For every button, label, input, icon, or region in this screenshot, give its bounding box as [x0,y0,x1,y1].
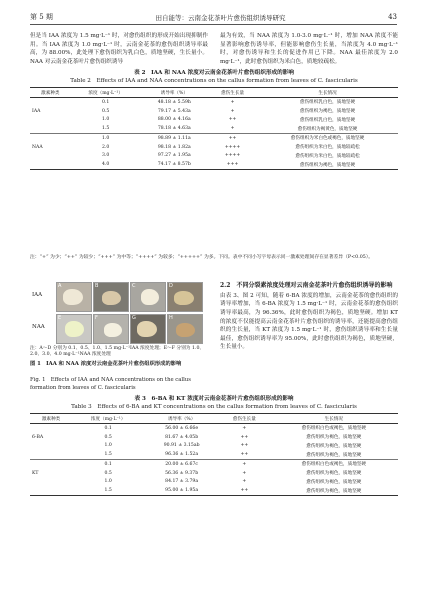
table-header-row [30,88,398,98]
fig1-row-label-naa: NAA [32,324,45,330]
panel-letter: E [58,315,62,321]
table-cell: 愈伤组织为褐色，质地坚硬 [306,435,362,441]
table-cell: 1.5 [72,486,144,495]
column-header: 激素种类 [30,414,72,424]
panel-letter: C [132,283,136,289]
table-cell: 愈伤组织为褐色，质地坚硬 [306,479,362,485]
table-cell: 愈伤组织为米白色，质地较疏松 [295,153,360,159]
panel-letter: B [95,283,99,289]
table-cell: + [230,99,235,105]
hormone-type-cell: KT [32,470,39,476]
table-cell: 0.1 [101,99,110,105]
column-header: 生长情况 [257,88,398,98]
table-cell: 愈伤组织为褐色，质地坚硬 [299,109,356,115]
callus-photo-d [167,282,203,312]
table-cell: + [219,460,270,469]
table-cell: 愈伤组织乳白色，质地坚硬 [299,117,356,123]
table-cell: 88.00 ± 4.16a [157,117,191,123]
table-cell: 95.00 ± 1.95a [144,486,219,495]
callus-tissue [104,323,122,337]
callus-photo-f [93,314,129,344]
table-cell: 1.0 [104,479,112,485]
table3 [30,413,398,496]
table-cell: 90.91 ± 3.15ab [163,443,200,449]
table-cell: 愈伤组织为褐色，质地坚硬 [257,160,398,169]
table-cell: 96.36 ± 1.52a [165,452,199,458]
hormone-type-cell: NAA [32,144,43,150]
column-header: 诱导率（%） [144,414,219,424]
table-cell: 81.67 ± 4.05b [165,434,199,440]
table-row [30,124,398,133]
table-cell: + [242,470,247,476]
table-cell: 4.0 [71,160,141,169]
fig1-row-label-iaa: IAA [32,292,43,298]
table-row [30,160,398,169]
table-cell: 愈伤组织乳白色，质地坚硬 [299,100,356,106]
table-row [30,424,398,433]
table-cell: 20.00 ± 6.67c [144,460,219,469]
panel-letter: H [169,315,173,321]
empty-cell [30,160,71,169]
issue-number: 第 5 期 [30,13,53,21]
table-row [30,433,398,442]
table-cell: 1.5 [101,126,110,132]
table-row [30,450,398,459]
hormone-type-cell: 6-BA [32,434,44,440]
right-column-intro [220,32,398,66]
table-cell: + [242,425,247,431]
left-column-intro [30,32,208,66]
empty-cell [30,424,72,433]
table-cell: ++ [228,117,237,123]
table-cell: 97.27 ± 1.95a [157,153,191,159]
section-2-2-body: 由表 3、图 2 可知，随着 6-BA 浓度的增加，云南金花茶的愈伤组织的诱导率增加，当 6-BA 浓度为 1.5 mg·L⁻¹ 时，云南金花茶的愈伤组织诱导率最高，为 96.36%，此时愈伤组织为褐色，质地坚硬。增加 KT 的浓度不仅能提高云南金花茶叶片愈伤组织的诱导率，还能提高愈伤组织的生长量，当 KT 浓度为 1.5 mg·L⁻¹ 时，愈伤组织诱导率和生长量最佳，愈伤组织诱导率为 95.00%，此时愈伤组织为褐色，质地坚硬，生长量小。 [220,292,398,351]
table2-title-en: Table 2 Effects of IAA and NAA concentrations on the callus formation from leaves of C. fascicularis [70,77,358,84]
page-number: 43 [388,13,397,21]
table-cell: + [230,126,235,132]
table-cell: 愈伤组织为褐色，质地坚硬 [306,443,362,449]
callus-photo-b [93,282,129,312]
table-cell: ++ [240,443,249,449]
table-row [30,469,398,478]
column-header: 激素种类 [30,88,71,98]
table-header-row [30,414,398,424]
callus-tissue [174,291,194,305]
table-cell: 3.0 [101,153,110,159]
table-cell: 愈伤组织为褐色，质地坚硬 [270,486,398,495]
callus-tissue [137,321,157,337]
empty-cell [30,98,71,107]
table-cell: 愈伤组织为褐色，质地坚硬 [306,471,362,477]
table-row [30,460,398,469]
table-row [30,134,398,143]
empty-cell [30,442,72,451]
table-row [30,98,398,107]
table-cell: 79.17 ± 5.43a [157,108,191,114]
table-cell: ++ [240,434,249,440]
table-row [30,116,398,125]
table-cell: 愈伤组织为米白色，质地较疏松 [295,145,360,151]
table-cell: ++++ [224,144,241,150]
table-cell: 1.0 [101,117,110,123]
table-cell: ++ [240,452,249,458]
table-cell: 1.5 [104,452,112,458]
table-cell: 0.1 [72,460,144,469]
column-header: 生长情况 [270,414,398,424]
table-cell: +++ [208,160,257,169]
running-title: 田自能等：云南金花茶叶片愈伤组织诱导研究 [155,13,286,22]
table-row [30,486,398,495]
table-row [30,152,398,161]
callus-tissue [102,291,121,305]
table2 [30,87,398,170]
panel-letter: G [132,315,136,321]
table3-title-cn: 表 3 6-BA 和 KT 浓度对云南金花茶叶片愈伤组织形成的影响 [134,396,294,402]
table-cell: ++ [208,134,257,143]
callus-tissue [63,289,83,305]
table-cell: ++ [219,486,270,495]
fig1-caption-cn: 图 1 IAA 和 NAA 浓度对云南金花茶叶片愈伤组织形成的影响 [30,361,182,367]
table-row [30,143,398,152]
section-2-2-title: 2.2 不同分裂素浓度处理对云南金花茶叶片愈伤组织诱导的影响 [220,282,393,289]
column-header: 愈伤生长量 [208,88,257,98]
table-cell: 愈伤组织为米白色或褐色，质地坚硬 [257,134,398,143]
table-cell: 愈伤组织白色或褐色，质地坚硬 [270,460,398,469]
panel-letter: F [95,315,98,321]
fig1-caption-en: Fig. 1 Effects of IAA and NAA concentrations on the callus formation from leaves of C. fascicularis [30,377,191,391]
table-row [30,107,398,116]
empty-cell [30,486,72,495]
column-header: 浓度（mg·L⁻¹） [71,88,141,98]
fig1-note: 注：A～D 分别为 0.1、0.5、1.0、1.5 mg·L⁻¹IAA 浓度处理；E～F 分别为 1.0、2.0、3.0、4.0 mg·L⁻¹NAA 浓度处理 [30,346,205,358]
table2-title-cn: 表 2 IAA 和 NAA 浓度对云南金花茶叶片愈伤组织形成的影响 [134,70,294,76]
callus-tissue [141,289,159,305]
table-cell: 1.0 [71,134,141,143]
left-paragraph: 但是当 IAA 浓度为 1.5 mg·L⁻¹ 时，对愈伤组织的形成开始出现抑制作用。当 IAA 浓度为 1.0 mg·L⁻¹ 时，云南金花茶的愈伤组织诱导率最高，为 88.00%，此处理下愈伤组织为乳白色，质地坚硬，生长量小。NAA 对云南金花茶叶片愈伤组织诱导 [30,33,208,65]
table-cell: 0.5 [101,108,110,114]
callus-photo-h [167,314,203,344]
callus-photo-a [56,282,92,312]
table-cell: 56.00 ± 6.66e [165,425,199,431]
panel-letter: D [169,283,173,289]
callus-tissue [176,323,195,337]
callus-photo-g [130,314,166,344]
empty-cell [30,152,71,161]
column-header: 浓度（mg·L⁻¹） [72,414,144,424]
column-header: 愈伤生长量 [219,414,270,424]
table-row [30,442,398,451]
empty-cell [30,450,72,459]
table-cell: 84.17 ± 3.79a [165,479,199,485]
table-cell: 0.1 [104,425,112,431]
empty-cell [30,460,72,469]
table-cell: 1.0 [104,443,112,449]
table-cell: 愈伤组织白色或褐色，质地坚硬 [301,426,366,432]
table-cell: 愈伤组织为褐色，质地坚硬 [306,452,362,458]
table-cell: 78.18 ± 4.63a [157,126,191,132]
callus-photo-c [130,282,166,312]
table-cell: 98.89 ± 1.11a [141,134,208,143]
column-header: 诱导率（%） [141,88,208,98]
table-cell: 48.18 ± 5.59h [157,99,191,105]
empty-cell [30,478,72,487]
callus-tissue [65,321,84,337]
table-cell: 0.5 [104,434,112,440]
table-cell: 74.17 ± 8.57b [141,160,208,169]
running-header [30,10,397,25]
table-cell: 2.0 [101,144,110,150]
table-cell: + [230,108,235,114]
table-cell: 愈伤组织为褐黄色，质地坚硬 [297,126,358,132]
table3-title-en: Table 3 Effects of 6-BA and KT concentrations on the callus formation from leaves of C. fascicularis [71,403,357,410]
empty-cell [30,134,71,143]
table2-caption [30,70,398,85]
panel-letter: A [58,283,62,289]
empty-cell [30,116,71,125]
table-row [30,478,398,487]
right-paragraph: 最为有效，当 NAA 浓度为 1.0-3.0 mg·L⁻¹ 时，增加 NAA 浓度不能显著影响愈伤诱导率，但能影响愈伤生长量，当浓度为 4.0 mg·L⁻¹ 时，对愈伤诱导和生长的促进作用已下降。NAA 最佳浓度为 2.0 mg·L⁻¹，此时愈伤组织为米白色，质地较疏松。 [220,33,398,65]
table-cell: 56.36 ± 9.37b [165,470,199,476]
table2-note: 注：“+” 为少；“++” 为较少；“+++” 为中等；“++++” 为较多；“+++++” 为多。下同。表中不同小写字母表示同一激素处理间存在显著差异（P<0.05）。 [30,255,374,260]
table-cell: 0.5 [104,470,112,476]
table3-caption [30,396,398,411]
empty-cell [30,124,71,133]
table-cell: 98.18 ± 1.82a [157,144,191,150]
hormone-type-cell: IAA [32,108,41,114]
table-cell: ++++ [224,153,241,159]
callus-photo-e [56,314,92,344]
table-cell: + [242,479,247,485]
section-2-2 [220,282,398,352]
